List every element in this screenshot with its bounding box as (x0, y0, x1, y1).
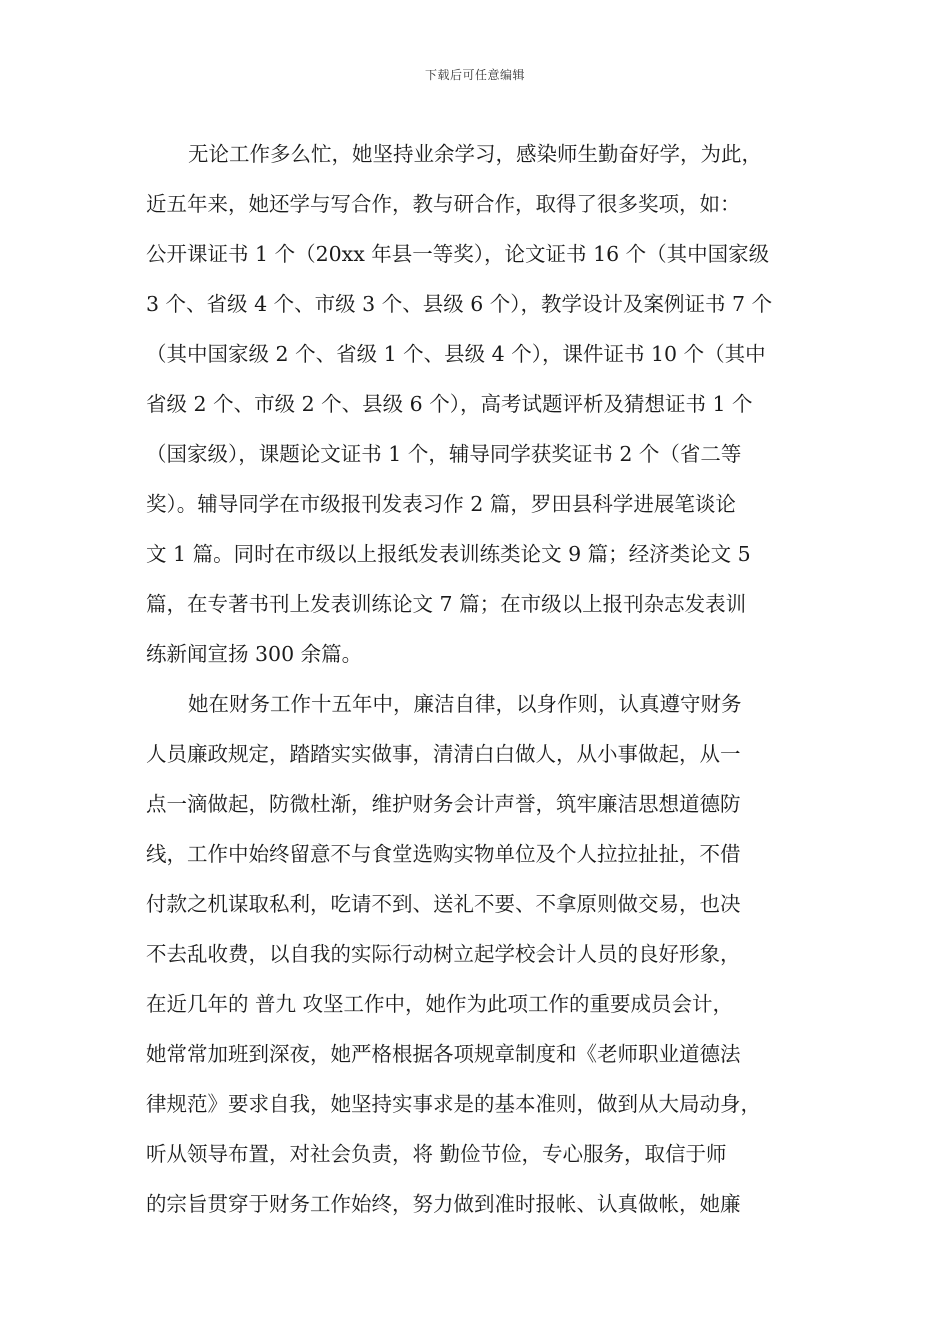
text-line: 篇，在专著书刊上发表训练论文 7 篇；在市级以上报刊杂志发表训 (146, 592, 747, 616)
text-line: 听从领导布置，对社会负责，将 勤俭节俭，专心服务，取信于师 (146, 1142, 727, 1166)
text-line: 奖）。辅导同学在市级报刊发表习作 2 篇，罗田县科学进展笔谈论 (146, 492, 736, 516)
text-line: 不去乱收费，以自我的实际行动树立起学校会计人员的良好形象， (146, 942, 741, 966)
text-line: 线，工作中始终留意不与食堂选购实物单位及个人拉拉扯扯，不借 (146, 842, 741, 866)
text-line: 练新闻宣扬 300 余篇。 (146, 642, 363, 666)
text-line: 她常常加班到深夜，她严格根据各项规章制度和《老师职业道德法 (146, 1042, 741, 1066)
text-line: 律规范》要求自我，她坚持实事求是的基本准则，做到从大局动身， (146, 1092, 761, 1116)
text-line: 近五年来，她还学与写合作，教与研合作，取得了很多奖项，如： (146, 192, 741, 216)
text-line: 的宗旨贯穿于财务工作始终，努力做到准时报帐、认真做帐，她廉 (146, 1192, 741, 1216)
body-text (146, 129, 811, 1229)
page-header: 下载后可任意编辑 (424, 68, 525, 82)
text-line: 公开课证书 1 个（20xx 年县一等奖），论文证书 16 个（其中国家级 (146, 242, 770, 266)
text-line: 3 个、省级 4 个、市级 3 个、县级 6 个），教学设计及案例证书 7 个 (146, 292, 773, 316)
text-line: 省级 2 个、市级 2 个、县级 6 个），高考试题评析及猜想证书 1 个 (146, 392, 753, 416)
text-line: （其中国家级 2 个、省级 1 个、县级 4 个），课件证书 10 个（其中 (146, 342, 766, 366)
paragraph-awards (146, 129, 811, 679)
text-line: 无论工作多么忙，她坚持业余学习，感染师生勤奋好学，为此， (188, 142, 762, 166)
text-line: （国家级），课题论文证书 1 个，辅导同学获奖证书 2 个（省二等 (146, 442, 742, 466)
text-line: 付款之机谋取私利，吃请不到、送礼不要、不拿原则做交易，也决 (146, 892, 741, 916)
text-line: 文 1 篇。同时在市级以上报纸发表训练类论文 9 篇；经济类论文 5 (146, 542, 751, 566)
text-line: 点一滴做起，防微杜渐，维护财务会计声誉，筑牢廉洁思想道德防 (146, 792, 741, 816)
paragraph-finance-work (146, 679, 811, 1229)
text-line: 人员廉政规定，踏踏实实做事，清清白白做人，从小事做起，从一 (146, 742, 741, 766)
text-line: 在近几年的 普九 攻坚工作中，她作为此项工作的重要成员会计， (146, 992, 734, 1016)
text-line: 她在财务工作十五年中，廉洁自律，以身作则，认真遵守财务 (188, 692, 742, 716)
